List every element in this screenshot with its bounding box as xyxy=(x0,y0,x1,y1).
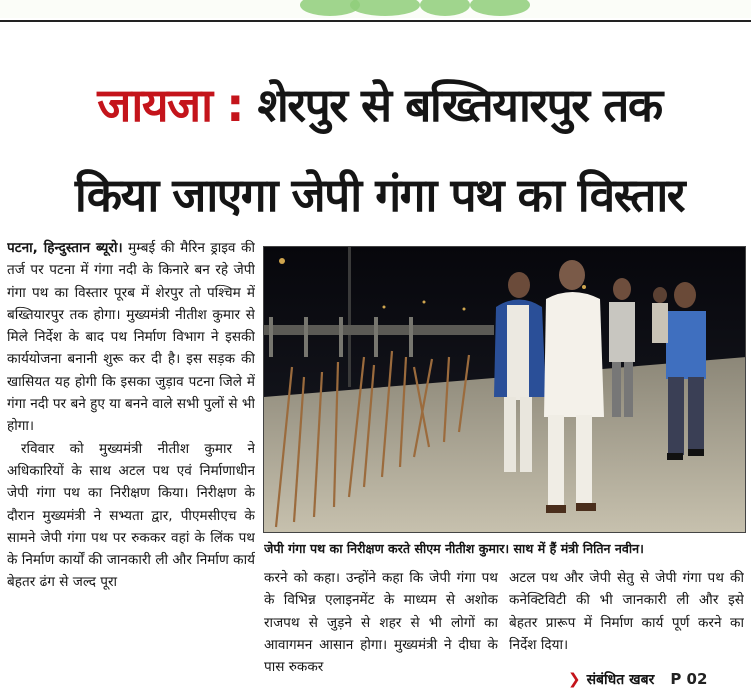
article-paragraph-2: रविवार को मुख्यमंत्री नीतीश कुमार ने अधिकारियों के साथ अटल पथ एवं निर्माणाधीन जेपी गंगा पथ का निरीक्षण किया। निरीक्षण के दौरान मुख्यमंत्री ने सभ्यता द्वार, पीएमसीएच के सामने जेपी गंगा पथ पर रुककर वहां के लिंक पथ के निर्माण कार्यों की जानकारी ली और निर्माण कार्य बेहतर ढंग से जल्द पूरा xyxy=(7,440,255,591)
headline-line-1-text: शेरपुर से बख्तियारपुर तक xyxy=(257,78,662,132)
leaf-ornament xyxy=(420,0,470,16)
leaf-ornament xyxy=(470,0,530,16)
article-paragraph-1 xyxy=(7,237,255,438)
news-photo xyxy=(263,246,746,533)
headline-line-1 xyxy=(12,60,747,150)
paragraph-1-text: मुम्बई की मैरिन ड्राइव की तर्ज पर पटना में गंगा नदी के किनारे बन रहे जेपी गंगा पथ का विस्तार पूरब में शेरपुर तो पश्चिम में बख्तियारपुर तक होगा। मुख्यमंत्री नीतीश कुमार से मिले निर्देश के बाद पथ निर्माण विभाग ने इसकी कार्ययोजना बनानी शुरू कर दी है। इस सड़क की खासियत यह होगी कि इसका जुड़ाव पटना जिले में गंगा नदी पर बने हुए या बनने वाले सभी पुलों से भी होगा। xyxy=(7,240,255,435)
top-divider xyxy=(0,20,751,22)
article-column-2: करने को कहा। उन्होंने कहा कि जेपी गंगा पथ के विभिन्न एलाइनमेंट के माध्यम से अशोक राजपथ से जुड़ने से शहर से भी लोगों का आवागमन आसान होगा। मुख्यमंत्री ने दीघा के पास रुककर xyxy=(264,570,498,676)
top-decorative-band xyxy=(0,0,751,18)
chevron-right-icon: ❯ xyxy=(568,670,581,688)
article-column-1 xyxy=(7,237,255,697)
headline-kicker: जायजा : xyxy=(97,78,243,132)
photo-caption: जेपी गंगा पथ का निरीक्षण करते सीएम नीतीश कुमार। साथ में हैं मंत्री नितिन नवीन। xyxy=(264,541,644,556)
article-column-3: अटल पथ और जेपी सेतु से जेपी गंगा पथ की कनेक्टिविटी की भी जानकारी ली और इसे बेहतर प्रारूप में निर्माण कार्य पूर्ण करने का निर्देश दिया। xyxy=(509,570,744,653)
dateline: पटना, हिन्दुस्तान ब्यूरो। xyxy=(7,240,123,256)
related-news-link[interactable] xyxy=(568,667,707,691)
related-news-label: संबंधित खबर xyxy=(586,671,655,688)
headline-line-2: किया जाएगा जेपी गंगा पथ का विस्तार xyxy=(74,168,685,222)
leaf-ornament xyxy=(350,0,420,16)
page-reference: P 02 xyxy=(670,670,708,688)
headline xyxy=(12,60,747,240)
photo-scene xyxy=(264,247,746,533)
